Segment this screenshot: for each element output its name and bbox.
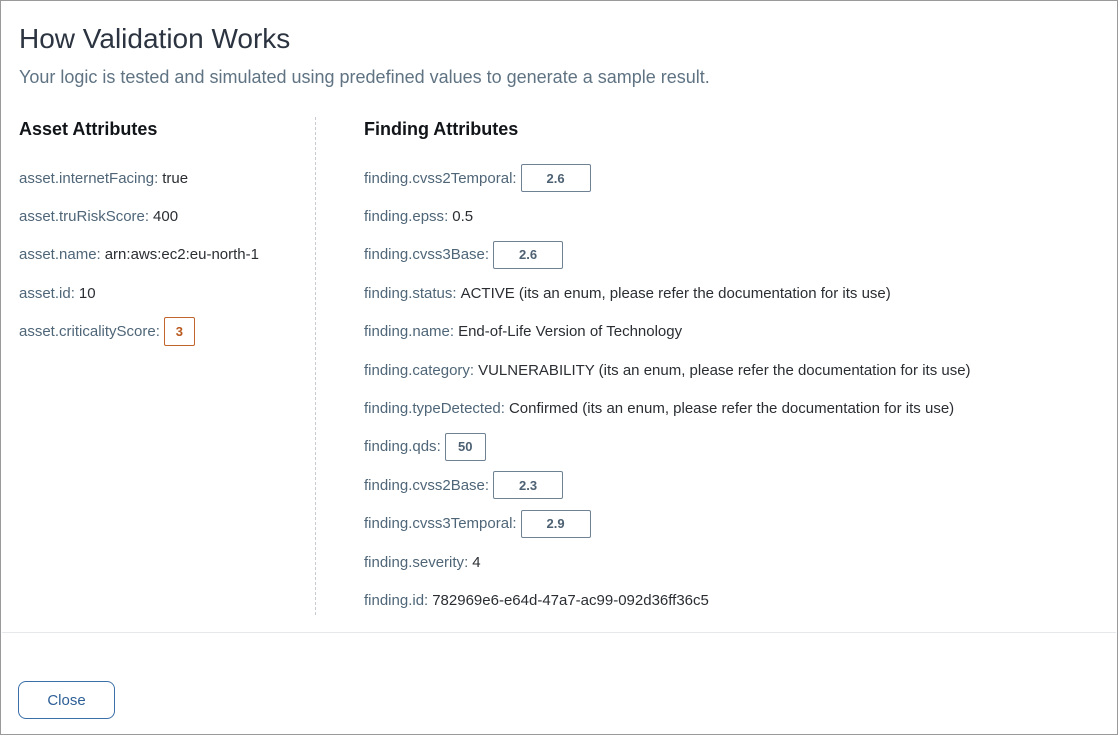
dialog-subtitle: Your logic is tested and simulated using predefined values to generate a sample result.	[19, 67, 710, 87]
finding-attribute-row: finding.cvss2Base : 2.3	[364, 466, 1104, 504]
finding-attribute-row: finding.status : ACTIVE (its an enum, please refer the documentation for its use)	[364, 284, 891, 302]
attribute-key: asset.name	[19, 246, 97, 264]
attribute-key: finding.cvss2Temporal	[364, 169, 513, 187]
cvss3-temporal-chip: 2.9	[521, 510, 591, 538]
asset-attributes-panel	[19, 117, 299, 351]
cvss2-temporal-chip: 2.6	[521, 164, 591, 192]
attribute-key: asset.truRiskScore	[19, 208, 145, 226]
attribute-key: finding.status	[364, 284, 453, 302]
attribute-value: 0.5	[452, 208, 474, 226]
finding-attribute-row: finding.category : VULNERABILITY (its an enum, please refer the documentation for its use)	[364, 361, 971, 379]
asset-attributes-list	[19, 159, 299, 351]
finding-attributes-list	[364, 159, 1104, 620]
finding-attribute-row: finding.severity : 4	[364, 553, 481, 571]
attribute-value: Confirmed (its an enum, please refer the documentation for its use)	[508, 400, 955, 418]
finding-attribute-row: finding.name : End-of-Life Version of Technology	[364, 323, 683, 341]
attribute-key: asset.criticalityScore	[19, 323, 156, 341]
attribute-key: finding.category	[364, 361, 470, 379]
criticality-score-chip: 3	[164, 317, 195, 346]
cvss3-base-chip: 2.6	[493, 241, 563, 269]
asset-attribute-row: asset.criticalityScore : 3	[19, 313, 299, 351]
attribute-key: finding.cvss2Base	[364, 476, 485, 494]
finding-attribute-row: finding.typeDetected : Confirmed (its an enum, please refer the documentation for its use)	[364, 400, 955, 418]
attribute-key: finding.severity	[364, 553, 465, 571]
finding-attribute-row: finding.id : 782969e6-e64d-47a7-ac99-092d36ff36c5	[364, 591, 709, 609]
attribute-key: finding.id	[364, 591, 425, 609]
finding-attribute-row: finding.cvss3Temporal : 2.9	[364, 505, 1104, 543]
attribute-value: End-of-Life Version of Technology	[458, 323, 683, 341]
footer-divider	[2, 632, 1116, 633]
column-divider	[315, 117, 316, 615]
finding-attribute-row: finding.cvss3Base : 2.6	[364, 236, 1104, 274]
cvss2-base-chip: 2.3	[493, 471, 563, 499]
close-button[interactable]: Close	[18, 681, 115, 719]
attribute-value: 4	[472, 553, 481, 571]
attribute-key: finding.qds	[364, 438, 437, 456]
attribute-value: 10	[78, 284, 96, 302]
asset-attribute-row: asset.id : 10	[19, 284, 96, 302]
asset-attribute-row: asset.name : arn:aws:ec2:eu-north-1	[19, 246, 259, 264]
finding-attribute-row: finding.cvss2Temporal : 2.6	[364, 159, 1104, 197]
attribute-value: true	[162, 169, 189, 187]
attribute-value: VULNERABILITY (its an enum, please refer the documentation for its use)	[478, 361, 971, 379]
attribute-value: ACTIVE (its an enum, please refer the documentation for its use)	[460, 284, 891, 302]
attribute-key: finding.name	[364, 323, 450, 341]
attribute-key: finding.typeDetected	[364, 400, 501, 418]
attribute-value: 400	[153, 208, 179, 226]
attribute-value: 782969e6-e64d-47a7-ac99-092d36ff36c5	[432, 591, 709, 609]
qds-chip: 50	[445, 433, 486, 461]
attribute-key: finding.epss	[364, 208, 445, 226]
asset-attribute-row: asset.internetFacing : true	[19, 169, 189, 187]
finding-attribute-row: finding.epss : 0.5	[364, 208, 474, 226]
attribute-key: finding.cvss3Temporal	[364, 515, 513, 533]
attribute-key: asset.internetFacing	[19, 169, 155, 187]
attribute-value: arn:aws:ec2:eu-north-1	[104, 246, 259, 264]
asset-attribute-row: asset.truRiskScore : 400	[19, 208, 179, 226]
attribute-key: asset.id	[19, 284, 71, 302]
asset-attributes-heading: Asset Attributes	[19, 119, 158, 139]
finding-attributes-panel	[364, 117, 1104, 620]
finding-attributes-heading: Finding Attributes	[364, 119, 519, 139]
dialog-title: How Validation Works	[19, 23, 291, 54]
attribute-key: finding.cvss3Base	[364, 246, 485, 264]
finding-attribute-row: finding.qds : 50	[364, 428, 1104, 466]
